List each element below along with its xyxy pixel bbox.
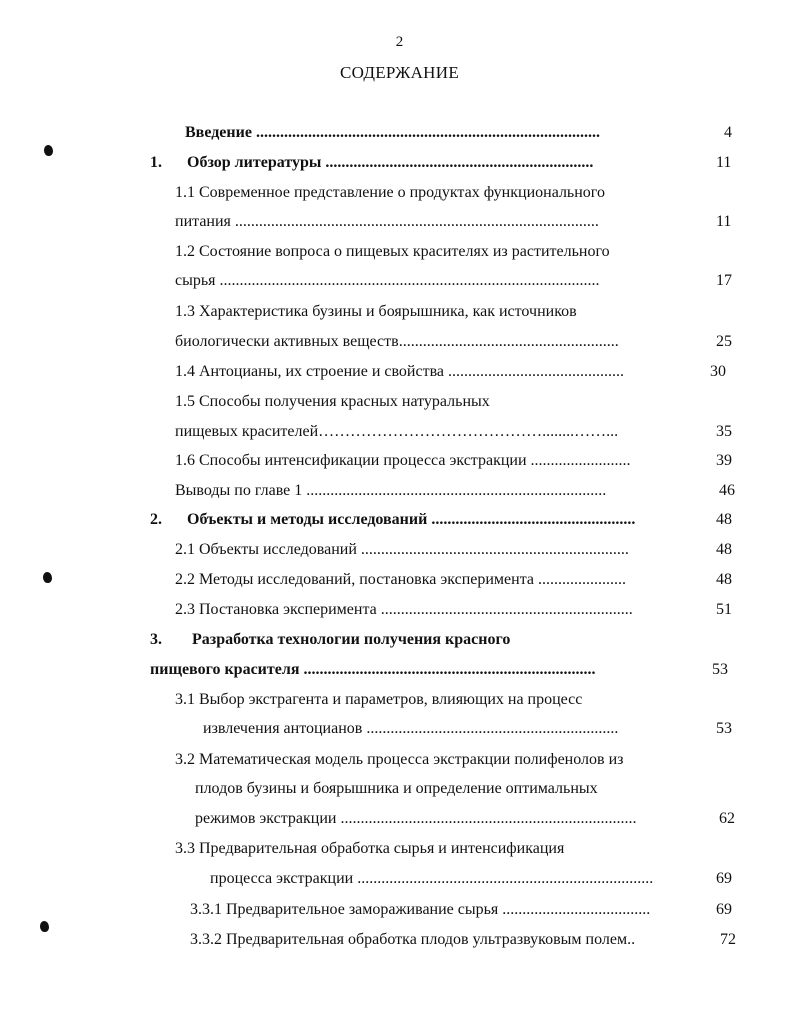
chapter-number-1: 1. [150, 154, 162, 171]
toc-page-2-3: 51 [716, 601, 732, 618]
toc-entry-chapter-3-line-2: пищевого красителя ......................................................................... [150, 661, 596, 678]
toc-page-3-3-2: 72 [720, 931, 736, 948]
chapter-number-2: 2. [150, 511, 162, 528]
toc-entry-1-5-line-2: пищевых красителей……………………………………........……... [175, 423, 619, 440]
toc-page-1-2: 17 [716, 272, 732, 289]
toc-page-3-1: 53 [716, 720, 732, 737]
toc-page-2-1: 48 [716, 541, 732, 558]
toc-entry-1-1-line-2: питания ........................................................................................... [175, 213, 599, 230]
toc-page-introduction: 4 [724, 124, 732, 141]
toc-page-1-4: 30 [710, 363, 726, 380]
toc-entry-3-2-line-1: 3.2 Математическая модель процесса экстракции полифенолов из [175, 751, 624, 768]
toc-entry-1-5-line-1: 1.5 Способы получения красных натуральных [175, 393, 490, 410]
toc-entry-2-2: 2.2 Методы исследований, постановка эксперимента ...................... [175, 571, 626, 588]
toc-entry-3-2-line-3: режимов экстракции .......................................................................... [195, 810, 637, 827]
toc-entry-3-3-line-2: процесса экстракции .......................................................................... [210, 870, 654, 887]
toc-entry-introduction: Введение ...................................................................................... [185, 124, 600, 141]
scan-mark [40, 921, 49, 932]
toc-entry-1-2-line-1: 1.2 Состояние вопроса о пищевых красителях из растительного [175, 243, 610, 260]
toc-entry-3-3-1: 3.3.1 Предварительное замораживание сырья ..................................... [190, 901, 651, 918]
toc-page-1-6: 39 [716, 452, 732, 469]
page-title: СОДЕРЖАНИЕ [339, 63, 460, 82]
toc-entry-1-4: 1.4 Антоцианы, их строение и свойства ............................................ [175, 363, 625, 380]
toc-entry-1-1-line-1: 1.1 Современное представление о продуктах функционального [175, 184, 605, 201]
page-number: 2 [395, 34, 404, 50]
toc-page-chapter-2: 48 [716, 511, 732, 528]
toc-page-3-3: 69 [716, 870, 732, 887]
scan-mark [43, 572, 52, 583]
toc-entry-3-3-line-1: 3.3 Предварительная обработка сырья и интенсификация [175, 840, 565, 857]
toc-page-1-3: 25 [716, 333, 732, 350]
toc-page-chapter-1: 11 [716, 154, 732, 171]
toc-entry-chapter-1: Обзор литературы ................................................................... [187, 154, 594, 171]
scan-mark [44, 145, 53, 156]
toc-entry-3-3-2: 3.3.2 Предварительная обработка плодов ультразвуковым полем.. [190, 931, 636, 948]
toc-entry-1-3-line-1: 1.3 Характеристика бузины и боярышника, как источников [175, 303, 577, 320]
toc-page-chapter-3: 53 [712, 661, 728, 678]
toc-entry-chapter-2: Объекты и методы исследований ................................................... [187, 511, 636, 528]
toc-entry-3-1-line-2: извлечения антоцианов ............................................................... [203, 720, 619, 737]
toc-page-chapter-1-conclusions: 46 [719, 482, 735, 499]
toc-entry-1-3-line-2: биологически активных веществ....................................................... [175, 333, 619, 350]
toc-entry-chapter-1-conclusions: Выводы по главе 1 ........................................................................... [175, 482, 607, 499]
toc-page-1-5: 35 [716, 423, 732, 440]
toc-page-3-3-1: 69 [716, 901, 732, 918]
toc-entry-chapter-3-line-1: Разработка технологии получения красного [192, 631, 511, 648]
toc-entry-3-2-line-2: плодов бузины и боярышника и определение оптимальных [195, 780, 598, 797]
toc-entry-3-1-line-1: 3.1 Выбор экстрагента и параметров, влияющих на процесс [175, 691, 583, 708]
toc-entry-1-6: 1.6 Способы интенсификации процесса экстракции ......................... [175, 452, 631, 469]
chapter-number-3: 3. [150, 631, 162, 648]
toc-entry-2-3: 2.3 Постановка эксперимента ............................................................... [175, 601, 633, 618]
toc-page-2-2: 48 [716, 571, 732, 588]
toc-entry-2-1: 2.1 Объекты исследований ................................................................... [175, 541, 629, 558]
toc-page-1-1: 11 [716, 213, 732, 230]
toc-entry-1-2-line-2: сырья ............................................................................................... [175, 272, 600, 289]
toc-page-3-2: 62 [719, 810, 735, 827]
